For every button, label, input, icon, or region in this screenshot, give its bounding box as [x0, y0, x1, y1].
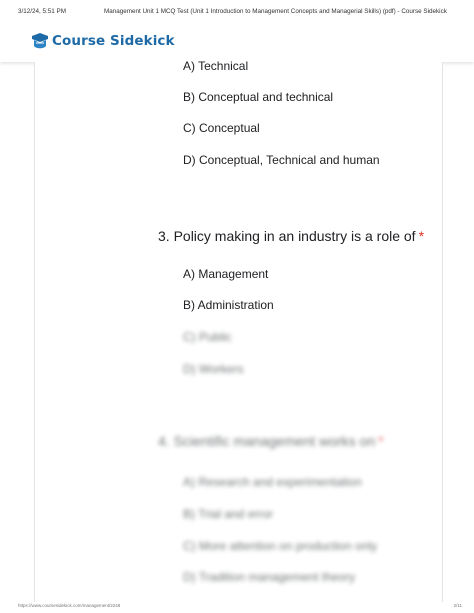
option-q3-d: D) Workers: [183, 362, 244, 376]
option-prev-c[interactable]: C) Conceptual: [183, 121, 260, 135]
question-4-text: 4. Scientific management works on: [158, 433, 376, 449]
site-header: [0, 20, 474, 62]
option-q4-a: A) Research and experimentation: [183, 475, 362, 489]
print-footer: [0, 600, 474, 613]
option-q4-d: D) Tradition management theory: [183, 570, 356, 584]
required-asterisk: *: [418, 228, 425, 244]
question-4: [158, 433, 384, 449]
logo-text: Course Sidekick: [52, 33, 175, 49]
required-asterisk: *: [378, 433, 384, 449]
option-q4-b: B) Trial and error: [183, 507, 274, 521]
option-q4-c: C) More attention on production only: [183, 539, 378, 553]
option-q3-b[interactable]: B) Administration: [183, 298, 274, 312]
blurred-content: [0, 300, 474, 600]
question-3: [158, 228, 424, 244]
course-sidekick-logo-icon: [30, 31, 50, 51]
option-prev-a[interactable]: A) Technical: [183, 59, 249, 73]
option-prev-d[interactable]: D) Conceptual, Technical and human: [183, 153, 380, 167]
option-q3-a[interactable]: A) Management: [183, 267, 269, 281]
print-date: 3/12/24, 5:51 PM: [18, 8, 66, 15]
option-prev-b[interactable]: B) Conceptual and technical: [183, 90, 334, 104]
print-url: https://www.coursesidekick.com/management/2248: [18, 603, 121, 608]
print-header: [0, 0, 474, 20]
print-page-number: 2/11: [453, 603, 462, 608]
question-3-text: 3. Policy making in an industry is a role of: [158, 228, 416, 244]
site-logo[interactable]: [30, 31, 175, 51]
print-document-title: Management Unit 1 MCQ Test (Unit 1 Introduction to Management Concepts and Managerial Skills) (pdf) - Course Sidekick: [104, 8, 447, 15]
option-q3-c: C) Public: [183, 330, 232, 344]
